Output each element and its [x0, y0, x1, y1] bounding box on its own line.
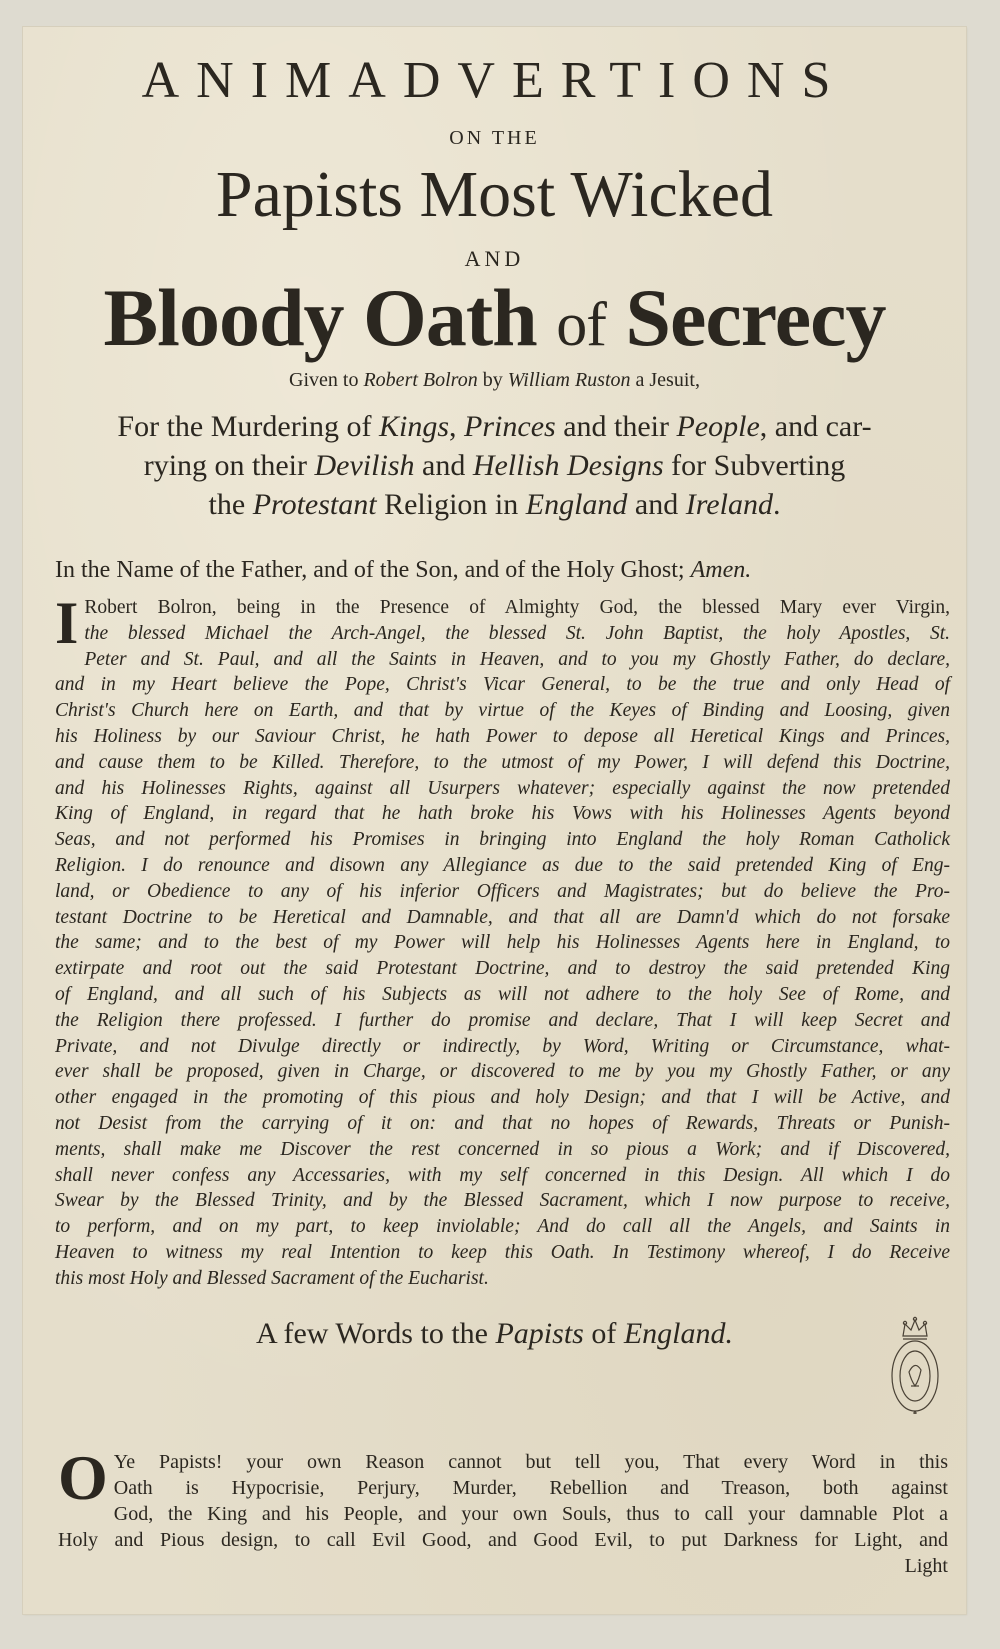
oath-line: Private, and not Divulge directly or indirectly, by Word, Writing or Circumstance, what- [55, 1035, 950, 1057]
text: rying on their [143, 449, 315, 482]
text: People [676, 410, 760, 443]
closing-text [58, 1442, 948, 1579]
closing-line: God, the King and his People, and your own Souls, thus to call your damnable Plot a [113, 1503, 948, 1525]
oath-line: the same; and to the best of my Power will help his Holinesses Agents here in England, to [55, 932, 950, 954]
closing-line: Ye Papists! your own Reason cannot but tell you, That every Word in this [113, 1451, 948, 1473]
invocation-amen: Amen. [690, 557, 752, 583]
text: and their [555, 410, 677, 443]
subtitle-line-2 [57, 446, 932, 485]
text: , [449, 410, 465, 443]
catchword: Light [904, 1555, 948, 1577]
oath-line: Heaven to witness my real Intention to keep this Oath. In Testimony whereof, I do Receive [55, 1241, 950, 1263]
text: Papists [495, 1317, 584, 1350]
oath-line: this most Holy and Blessed Sacrament of the Eucharist. [55, 1267, 489, 1289]
oath-line: King of England, in regard that he hath broke his Vows with his Holinesses Agents beyond [55, 803, 950, 825]
text: Kings [379, 410, 450, 443]
library-stamp-icon [889, 1314, 941, 1414]
closing-line: Oath is Hypocrisie, Perjury, Murder, Rebellion and Treason, both against [113, 1477, 948, 1499]
oath-line: the blessed Michael the Arch-Angel, the blessed St. John Baptist, the holy Apostles, St. [84, 622, 950, 644]
text: and [627, 488, 686, 521]
text: . [772, 488, 781, 521]
text: A few Words to the [255, 1317, 496, 1350]
text: for Subverting [663, 449, 846, 482]
text: the [208, 488, 253, 521]
given-mid: by [477, 369, 508, 391]
oath-line: Religion. I do renounce and disown any Allegiance as due to the said pretended King of Eng- [55, 854, 950, 876]
given-name-ruston: William Ruston [507, 369, 631, 391]
given-pre: Given to [289, 369, 364, 391]
oath-line: and cause them to be Killed. Therefore, to the utmost of my Power, I will defend this Doctrine, [55, 751, 950, 773]
closing-dropcap: O [58, 1442, 108, 1513]
oath-line: land, or Obedience to any of his inferior Officers and Magistrates; but do believe the Pro- [55, 880, 950, 902]
text: For the Murdering of [117, 410, 380, 443]
oath-line: and in my Heart believe the Pope, Christ's Vicar General, to be the true and only Head of [55, 674, 950, 696]
text: Ireland [685, 488, 773, 521]
oath-line: shall never confess any Accessaries, with my self concerned in this Design. All which I do [55, 1164, 950, 1186]
oath-dropcap: I [55, 590, 79, 656]
text: Protestant [252, 488, 377, 521]
text: Devilish [314, 449, 415, 482]
oath-line: Peter and St. Paul, and all the Saints in Heaven, and to you my Ghostly Father, do declare, [84, 648, 950, 670]
invocation [55, 555, 934, 585]
oath-line: Robert Bolron, being in the Presence of Almighty God, the blessed Mary ever Virgin, [84, 597, 950, 618]
title-secrecy: Secrecy [625, 272, 886, 363]
given-name-bolron: Robert Bolron [363, 369, 478, 391]
subtitle-line-1 [57, 407, 932, 446]
oath-line: not Desist from the carrying of it on: and that no hopes of Rewards, Threats or Punish- [55, 1112, 950, 1134]
oath-line: of England, and all such of his Subjects as will not adhere to the holy See of Rome, and [55, 983, 950, 1005]
text: and [414, 449, 473, 482]
given-post: a Jesuit, [630, 369, 700, 391]
closing-line: Holy and Pious design, to call Evil Good, and Good Evil, to put Darkness for Light, and [58, 1529, 948, 1551]
oath-line: and his Holinesses Rights, against all Usurpers whatever; especially against the now pretended [55, 777, 950, 799]
title-of: of [556, 291, 606, 359]
subtitle-block [57, 407, 932, 524]
subtitle-line-3 [57, 485, 932, 524]
title-papists-most-wicked: Papists Most Wicked [215, 158, 774, 231]
oath-line: extirpate and root out the said Protestant Doctrine, and to destroy the said pretended King [55, 958, 950, 980]
few-words-heading [23, 1317, 966, 1351]
text: Princes [464, 410, 556, 443]
title-bloody-oath-a: Bloody Oath [103, 272, 537, 363]
oath-line: Seas, and not performed his Promises in bringing into England the holy Roman Catholick [55, 829, 950, 851]
text: Religion in [376, 488, 526, 521]
oath-line: to perform, and on my part, to keep inviolable; And do call all the Angels, and Saints in [55, 1216, 950, 1238]
oath-line: testant Doctrine to be Heretical and Damnable, and that all are Damn'd which do not forsake [55, 906, 950, 928]
oath-line: ments, shall make me Discover the rest concerned in so pious a Work; and if Discovered, [55, 1138, 950, 1160]
text: England [525, 488, 628, 521]
invocation-text: In the Name of the Father, and of the Son, and of the Holy Ghost; [55, 557, 691, 583]
text: of [583, 1317, 624, 1350]
oath-line: ever shall be proposed, given in Charge, or discovered to me by you my Ghostly Father, or any [55, 1061, 950, 1083]
broadside-page [23, 27, 966, 1614]
oath-line: his Holiness by our Saviour Christ, he hath Power to depose all Heretical Kings and Princes, [55, 725, 950, 747]
title-animadvertions: ANIMADVERTIONS [141, 52, 848, 109]
text: England. [623, 1317, 734, 1350]
text: Hellish Designs [472, 449, 664, 482]
text: , and car- [759, 410, 872, 443]
oath-line: the Religion there professed. I further do promise and declare, That I will keep Secret and [55, 1009, 950, 1031]
title-bloody-oath [23, 272, 966, 363]
given-line [23, 369, 966, 392]
title-on-the: ON THE [449, 127, 540, 149]
oath-line: Christ's Church here on Earth, and that by virtue of the Keyes of Binding and Loosing, given [55, 700, 950, 722]
oath-line: Swear by the Blessed Trinity, and by the Blessed Sacrament, which I now purpose to receive, [55, 1190, 950, 1212]
title-and: AND [464, 246, 525, 271]
oath-line: other engaged in the promoting of this pious and holy Design; and that I will be Active, and [55, 1087, 950, 1109]
oath-text [55, 590, 950, 1292]
